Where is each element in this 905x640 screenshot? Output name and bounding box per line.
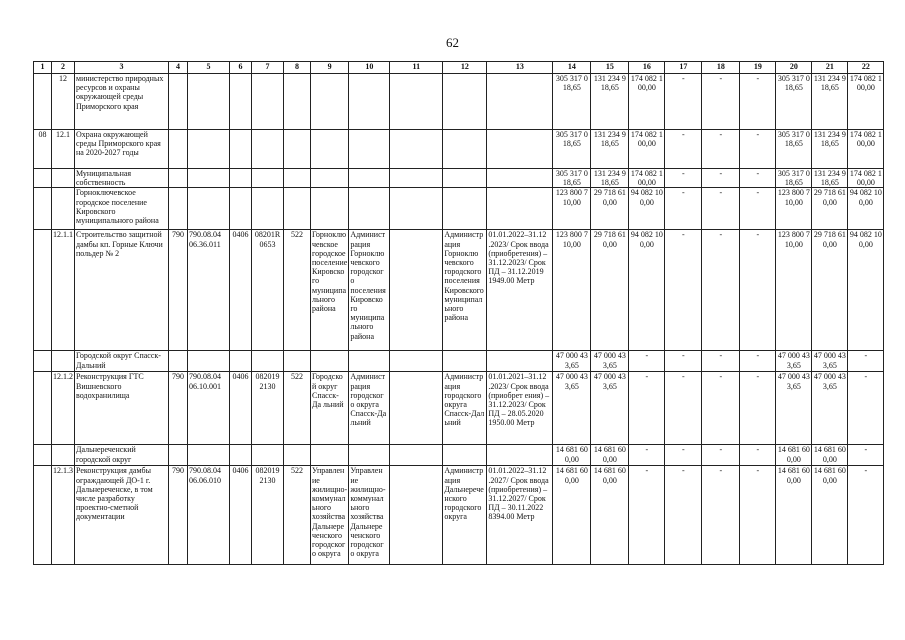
cell-col-17: - [665, 188, 702, 230]
cell-col-4 [169, 188, 188, 230]
cell-col-21: 131 234 9 18,65 [812, 74, 848, 130]
cell-col-16: 94 082 10 0,00 [629, 188, 665, 230]
cell-col-10 [349, 351, 390, 372]
cell-col-20: 123 800 7 10,00 [776, 188, 812, 230]
cell-col-22: 94 082 10 0,00 [848, 188, 884, 230]
cell-col-5 [188, 130, 230, 169]
cell-col-11 [390, 351, 443, 372]
cell-col-10: Управлен ие жилищно-коммунал ьного хозяйства Дальнере ченского городског о округа [349, 466, 390, 565]
cell-col-14: 123 800 7 10,00 [553, 230, 591, 351]
column-header-9: 9 [311, 62, 349, 74]
cell-col-6 [230, 74, 252, 130]
cell-col-8: 522 [284, 372, 311, 445]
cell-col-2 [52, 351, 75, 372]
cell-col-3: Реконструкция ГТС Вишневского водохранилища [75, 372, 169, 445]
cell-col-9: Городско й округ Спасск-Да льний [311, 372, 349, 445]
cell-col-12 [443, 130, 487, 169]
cell-col-9 [311, 188, 349, 230]
cell-col-20: 14 681 60 0,00 [776, 466, 812, 565]
cell-col-19: - [740, 372, 776, 445]
column-header-14: 14 [553, 62, 591, 74]
cell-col-21: 47 000 43 3,65 [812, 351, 848, 372]
cell-col-8 [284, 445, 311, 466]
cell-col-13 [487, 169, 553, 188]
cell-col-19: - [740, 130, 776, 169]
cell-col-1 [34, 230, 52, 351]
cell-col-21: 47 000 43 3,65 [812, 372, 848, 445]
column-header-7: 7 [252, 62, 284, 74]
cell-col-7 [252, 351, 284, 372]
cell-col-2: 12.1.2 [52, 372, 75, 445]
column-header-16: 16 [629, 62, 665, 74]
cell-col-20: 123 800 7 10,00 [776, 230, 812, 351]
cell-col-16: - [629, 466, 665, 565]
cell-col-18: - [702, 372, 740, 445]
cell-col-12 [443, 445, 487, 466]
cell-col-16: 174 082 1 00,00 [629, 130, 665, 169]
cell-col-22: 174 082 1 00,00 [849, 169, 882, 188]
column-header-18: 18 [702, 62, 740, 74]
cell-col-9: Управлен ие жилищно-коммунал ьного хозяйства Дальнере ченского городског о округа [311, 466, 349, 565]
cell-col-6 [230, 445, 252, 466]
budget-table [33, 61, 884, 565]
cell-col-5 [188, 169, 230, 188]
cell-col-3: Охрана окружающей среды Приморского края на 2020-2027 годы [75, 130, 169, 169]
column-header-3: 3 [75, 62, 169, 74]
table-row [34, 372, 884, 445]
cell-col-15: 29 718 61 0,00 [591, 230, 629, 351]
table-row [34, 130, 884, 169]
table-row [34, 445, 884, 466]
cell-col-5 [188, 351, 230, 372]
cell-col-12 [443, 74, 487, 130]
cell-col-11 [390, 188, 443, 230]
header-row [34, 62, 884, 74]
column-header-10: 10 [349, 62, 390, 74]
column-header-20: 20 [776, 62, 812, 74]
cell-col-21: 131 234 9 18,65 [812, 130, 848, 169]
cell-col-8 [284, 351, 311, 372]
cell-col-2 [52, 169, 75, 188]
column-header-2: 2 [52, 62, 75, 74]
cell-col-7: 08201R 0653 [252, 230, 284, 351]
cell-col-14: 14 681 60 0,00 [553, 466, 591, 565]
cell-col-11 [390, 230, 443, 351]
cell-col-10: Админист рация Горноклю чевского городског о поселения Кировско го муниципа льного района [349, 230, 390, 351]
cell-col-21: 29 718 61 0,00 [812, 230, 848, 351]
cell-col-22: 174 082 1 00,00 [848, 130, 884, 169]
cell-col-18: - [702, 130, 740, 169]
cell-col-9 [311, 351, 349, 372]
cell-col-11 [390, 372, 443, 445]
cell-col-18: - [702, 169, 740, 188]
cell-col-4 [169, 74, 188, 130]
cell-col-20: 305 317 0 18,65 [777, 169, 810, 188]
cell-col-8: 522 [284, 466, 311, 565]
table-row [34, 188, 884, 230]
column-header-8: 8 [284, 62, 311, 74]
cell-col-22: 94 082 10 0,00 [848, 230, 884, 351]
cell-col-19: - [740, 466, 776, 565]
cell-col-6: 0406 [230, 230, 252, 351]
cell-col-2 [52, 188, 75, 230]
cell-col-14: 47 000 43 3,65 [553, 351, 591, 372]
cell-col-12: Администр ация городского округа Спасск-Дал ьний [443, 372, 487, 445]
cell-col-22: 174 082 1 00,00 [848, 74, 884, 130]
cell-col-15: 131 234 9 18,65 [591, 130, 629, 169]
cell-col-1 [34, 466, 52, 565]
cell-col-15: 14 681 60 0,00 [591, 445, 629, 466]
cell-col-12 [443, 351, 487, 372]
table-row [34, 466, 884, 565]
cell-col-14: 305 317 0 18,65 [553, 169, 591, 188]
cell-col-17: - [665, 351, 702, 372]
cell-col-1 [34, 188, 52, 230]
cell-col-14: 14 681 60 0,00 [553, 445, 591, 466]
cell-col-3: Горноключевское городское поселение Кировского муниципального района [75, 188, 169, 230]
cell-col-7 [252, 445, 284, 466]
cell-col-10 [349, 188, 390, 230]
cell-col-9 [311, 445, 349, 466]
cell-col-1 [34, 169, 52, 188]
cell-col-21: 14 681 60 0,00 [812, 445, 848, 466]
cell-col-2: 12.1 [52, 130, 75, 169]
table-body [34, 74, 884, 565]
table-row [34, 351, 884, 372]
cell-col-7 [252, 74, 284, 130]
cell-col-8 [284, 188, 311, 230]
cell-col-5 [188, 74, 230, 130]
cell-col-15: 29 718 61 0,00 [591, 188, 629, 230]
cell-col-8 [284, 130, 311, 169]
cell-col-7 [252, 130, 284, 169]
cell-col-17: - [665, 74, 702, 130]
cell-col-15: 47 000 43 3,65 [591, 351, 629, 372]
cell-col-17: - [665, 372, 702, 445]
page-number: 62 [446, 35, 459, 50]
column-header-17: 17 [665, 62, 702, 74]
column-header-22: 22 [848, 62, 884, 74]
cell-col-3: Строительство защитной дамбы кп. Горные Ключи польдер № 2 [75, 230, 169, 351]
cell-col-7 [252, 188, 284, 230]
cell-col-20: 47 000 43 3,65 [776, 372, 812, 445]
table-row [34, 74, 884, 130]
cell-col-19: - [740, 230, 776, 351]
cell-col-13 [487, 74, 553, 130]
cell-col-3: Дальнереченский городской округ [75, 445, 169, 466]
cell-col-12 [443, 188, 487, 230]
cell-col-6 [230, 351, 252, 372]
cell-col-11 [390, 466, 443, 565]
cell-col-21: 14 681 60 0,00 [812, 466, 848, 565]
cell-col-11 [390, 74, 443, 130]
cell-col-3: Городской округ Спасск-Дальний [75, 351, 169, 372]
cell-col-21: 29 718 61 0,00 [812, 188, 848, 230]
cell-col-16: 174 082 1 00,00 [629, 74, 665, 130]
cell-col-22: - [848, 466, 884, 565]
cell-col-4: 790 [169, 230, 188, 351]
cell-col-20: 305 317 0 18,65 [776, 130, 812, 169]
cell-col-9 [311, 169, 349, 188]
table-row [34, 169, 884, 188]
cell-col-8 [284, 74, 311, 130]
cell-col-14: 123 800 7 10,00 [553, 188, 591, 230]
cell-col-14: 47 000 43 3,65 [553, 372, 591, 445]
column-header-1: 1 [34, 62, 52, 74]
cell-col-6 [230, 188, 252, 230]
cell-col-4 [169, 351, 188, 372]
cell-col-17: - [665, 445, 702, 466]
cell-col-3: Реконструкция дамбы ограждающей ДО-1 г. Дальнереченске, в том числе разработку проектно-сметной документации [75, 466, 169, 565]
cell-col-1 [34, 74, 52, 130]
cell-col-13: 01.01.2021–31.12 .2023/ Срок ввода (приобрет ения) – 31.12.2023/ Срок ПД – 28.05.2020 1950.00 Метр [487, 372, 553, 445]
cell-col-11 [390, 169, 443, 188]
cell-col-2: 12.1.1 [52, 230, 75, 351]
column-header-15: 15 [591, 62, 629, 74]
cell-col-7 [252, 169, 284, 188]
cell-col-11 [390, 445, 443, 466]
cell-col-13 [487, 130, 553, 169]
column-header-21: 21 [812, 62, 848, 74]
cell-col-16: 94 082 10 0,00 [629, 230, 665, 351]
cell-col-7: 082019 2130 [252, 372, 284, 445]
cell-col-15: 14 681 60 0,00 [591, 466, 629, 565]
cell-col-10 [349, 130, 390, 169]
cell-col-4 [169, 130, 188, 169]
cell-col-6: 0406 [230, 466, 252, 565]
cell-col-16: - [629, 351, 665, 372]
cell-col-4: 790 [169, 372, 188, 445]
column-header-19: 19 [740, 62, 776, 74]
cell-col-19: - [740, 74, 776, 130]
cell-col-15: 131 234 9 18,65 [591, 169, 629, 188]
cell-col-6 [230, 130, 252, 169]
table-row [34, 230, 884, 351]
cell-col-12: Администр ация Дальнерече нского городского округа [443, 466, 487, 565]
cell-col-3: Муниципальная собственность [75, 169, 169, 188]
cell-col-15: 47 000 43 3,65 [591, 372, 629, 445]
cell-col-5: 790.08.04 06.10.001 [188, 372, 230, 445]
cell-col-10 [349, 169, 390, 188]
cell-col-19: - [740, 445, 776, 466]
cell-col-8 [284, 169, 311, 188]
cell-col-3: министерство природных ресурсов и охраны окружающей среды Приморского края [75, 74, 169, 130]
cell-col-18: - [702, 445, 740, 466]
cell-col-1 [34, 445, 52, 466]
cell-col-15: 131 234 9 18,65 [591, 74, 629, 130]
cell-col-11 [390, 130, 443, 169]
cell-col-18: - [702, 351, 740, 372]
cell-col-16: 174 082 1 00,00 [630, 169, 663, 188]
cell-col-10 [349, 74, 390, 130]
cell-col-8: 522 [284, 230, 311, 351]
cell-col-20: 47 000 43 3,65 [776, 351, 812, 372]
cell-col-19: - [740, 351, 776, 372]
cell-col-12: Администр ация Горноклю чевского городского поселения Кировского муниципал ьного района [443, 230, 487, 351]
cell-col-5: 790.08.04 06.36.011 [188, 230, 230, 351]
cell-col-14: 305 317 0 18,65 [553, 74, 591, 130]
column-header-6: 6 [230, 62, 252, 74]
cell-col-9 [311, 130, 349, 169]
cell-col-18: - [702, 188, 740, 230]
cell-col-4 [169, 445, 188, 466]
cell-col-14: 305 317 0 18,65 [553, 130, 591, 169]
cell-col-1 [34, 372, 52, 445]
cell-col-10 [349, 445, 390, 466]
cell-col-6 [230, 169, 252, 188]
cell-col-9 [311, 74, 349, 130]
cell-col-18: - [702, 230, 740, 351]
cell-col-1 [34, 351, 52, 372]
cell-col-20: 305 317 0 18,65 [776, 74, 812, 130]
cell-col-2: 12 [52, 74, 75, 130]
cell-col-21: 131 234 9 18,65 [813, 169, 846, 188]
cell-col-13 [487, 351, 553, 372]
column-header-13: 13 [487, 62, 553, 74]
cell-col-9: Горноклю чевское городское поселение Кировско го муниципа льного района [311, 230, 349, 351]
cell-col-19: - [740, 188, 776, 230]
cell-col-17: - [665, 130, 702, 169]
cell-col-19: - [740, 169, 776, 188]
cell-col-1: 08 [34, 130, 52, 169]
cell-col-22: - [848, 351, 884, 372]
column-header-5: 5 [188, 62, 230, 74]
cell-col-18: - [702, 74, 740, 130]
cell-col-13 [487, 445, 553, 466]
cell-col-4 [169, 169, 188, 188]
cell-col-2 [52, 445, 75, 466]
cell-col-13 [487, 188, 553, 230]
cell-col-17: - [665, 169, 702, 188]
cell-col-5 [188, 188, 230, 230]
cell-col-22: - [848, 372, 884, 445]
cell-col-13: 01.01.2022–31.12 .2027/ Срок ввода (приобретения) – 31.12.2027/ Срок ПД – 30.11.2022 8394.00 Метр [487, 466, 553, 565]
cell-col-4: 790 [169, 466, 188, 565]
cell-col-2: 12.1.3 [52, 466, 75, 565]
cell-col-7: 082019 2130 [252, 466, 284, 565]
cell-col-22: - [848, 445, 884, 466]
cell-col-17: - [665, 466, 702, 565]
column-header-4: 4 [169, 62, 188, 74]
column-header-12: 12 [443, 62, 487, 74]
column-header-11: 11 [390, 62, 443, 74]
cell-col-10: Админист рация городског о округа Спасск-Да льний [349, 372, 390, 445]
cell-col-6: 0406 [230, 372, 252, 445]
cell-col-12 [443, 169, 487, 188]
cell-col-18: - [702, 466, 740, 565]
cell-col-20: 14 681 60 0,00 [776, 445, 812, 466]
cell-col-5: 790.08.04 06.06.010 [188, 466, 230, 565]
cell-col-17: - [665, 230, 702, 351]
cell-col-16: - [629, 445, 665, 466]
cell-col-16: - [629, 372, 665, 445]
cell-col-13: 01.01.2022–31.12 .2023/ Срок ввода (приобретения) – 31.12.2023/ Срок ПД – 31.12.2019 1949.00 Метр [487, 230, 553, 351]
cell-col-5 [188, 445, 230, 466]
